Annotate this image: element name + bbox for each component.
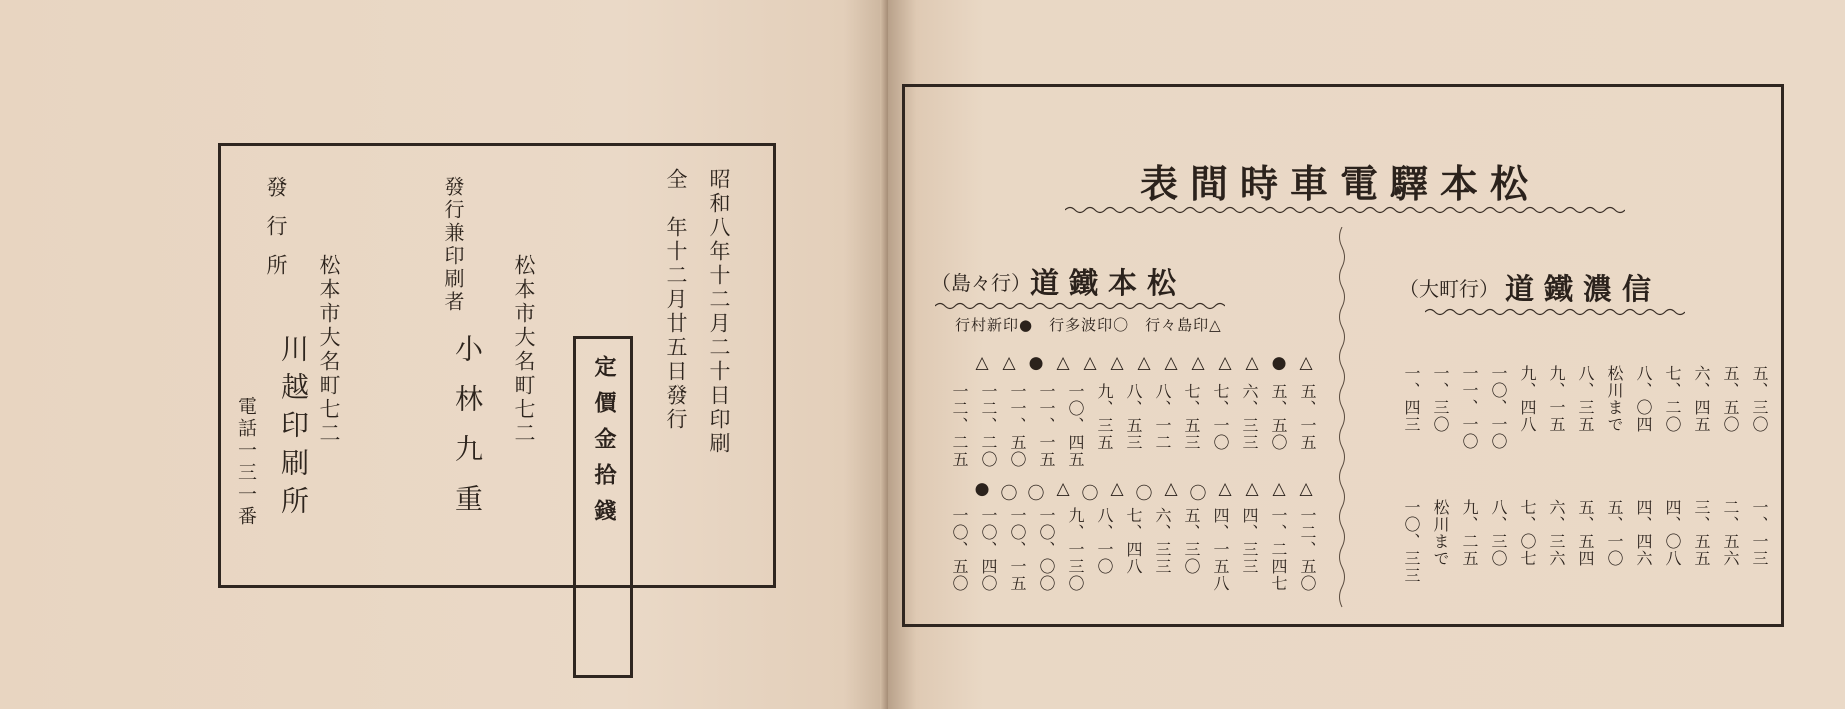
departure-time: 一〇、一〇 [1489, 365, 1508, 450]
train-mark: △ [1191, 353, 1205, 373]
departure-time: 一、二四七 [1269, 507, 1288, 592]
departure-time: 一〇、五〇 [950, 507, 969, 592]
departure-time: 八、一〇 [1095, 507, 1114, 575]
departure-time: 五、五〇 [1721, 365, 1740, 433]
left-page [0, 0, 888, 709]
price-box [573, 336, 633, 678]
departure-time: 四、〇八 [1663, 499, 1682, 567]
title-wavy-rule [1065, 205, 1625, 215]
matsumoto-name: 松本鐵道 [1030, 266, 1187, 300]
train-mark: △ [1245, 479, 1259, 499]
departure-time: 一〇、〇〇 [1037, 507, 1056, 592]
departure-time: 六、三三 [1153, 507, 1172, 575]
office-name: 川越印刷所 [277, 334, 310, 524]
train-mark: △ [975, 353, 989, 373]
train-mark: △ [1083, 353, 1097, 373]
departure-time: 四、四六 [1634, 499, 1653, 567]
matsumoto-marks-top [935, 353, 1315, 373]
matsumoto-times-bottom [935, 507, 1315, 592]
departure-time: 一一、一〇 [1460, 365, 1479, 450]
departure-time: 八、三五 [1576, 365, 1595, 433]
train-mark: 〇 [1027, 484, 1045, 504]
matsumoto-times-top [935, 383, 1315, 468]
matsumoto-legend: △印島々行 〇印波多行 ●印新村行 [955, 316, 1222, 334]
departure-time: 一、三〇 [1431, 365, 1450, 433]
train-mark: △ [1164, 479, 1178, 499]
train-mark: △ [1272, 479, 1286, 499]
departure-time: 五、一〇 [1605, 499, 1624, 567]
departure-time: 四、三三 [1240, 507, 1259, 575]
print-date: 昭和八年十二月二十日印刷 [707, 168, 731, 456]
departure-time: 七、五三 [1182, 383, 1201, 451]
departure-time: 六、三六 [1547, 499, 1566, 567]
timetable-box [902, 84, 1784, 627]
departure-time: 九、一五 [1547, 365, 1566, 433]
departure-time: 一〇、四〇 [979, 507, 998, 592]
train-mark: △ [1137, 353, 1151, 373]
train-mark: △ [1299, 479, 1313, 499]
departure-time: 六、三三 [1240, 383, 1259, 451]
departure-time: 九、四八 [1518, 365, 1537, 433]
publisher-label: 發行兼印刷者 [441, 176, 465, 314]
train-mark: ● [1271, 353, 1287, 373]
departure-time: 一二、五〇 [1298, 507, 1317, 592]
publisher-name: 小林九重 [451, 334, 484, 534]
departure-time: 五、五〇 [1269, 383, 1288, 451]
price: 定價金拾錢 [591, 355, 617, 535]
departure-time: 八、五三 [1124, 383, 1143, 451]
train-mark: △ [1110, 353, 1124, 373]
departure-time: 一一、五〇 [1008, 383, 1027, 468]
train-mark: △ [1056, 353, 1070, 373]
train-mark: △ [1218, 479, 1232, 499]
right-page [888, 0, 1845, 709]
departure-time: 五、五四 [1576, 499, 1595, 567]
shinano-times-bottom [1367, 499, 1767, 584]
departure-time: 五、三〇 [1182, 507, 1201, 575]
matsumoto-direction: （島々行） [931, 271, 1031, 295]
departure-time: 二、五六 [1721, 499, 1740, 567]
departure-time: 八、一二 [1153, 383, 1172, 451]
departure-time: 七、〇七 [1518, 499, 1537, 567]
train-mark: △ [1056, 479, 1070, 499]
train-mark: ● [1028, 353, 1044, 373]
train-mark: 〇 [1000, 484, 1018, 504]
departure-time: 七、二〇 [1663, 365, 1682, 433]
departure-time: 一〇、三三 [1402, 499, 1421, 584]
train-mark: △ [1245, 353, 1259, 373]
office-phone: 電話一三一番 [235, 396, 257, 528]
section-divider [1335, 227, 1349, 617]
departure-time: 三、五五 [1692, 499, 1711, 567]
timetable-title: 松本驛電車時間表 [1139, 161, 1540, 206]
train-mark: △ [1164, 353, 1178, 373]
departure-time: 五、三〇 [1750, 365, 1769, 433]
departure-time: 四、一五八 [1211, 507, 1230, 592]
train-mark: ● [974, 479, 990, 499]
shinano-direction: （大町行） [1399, 277, 1499, 301]
shinano-wavy-rule [1425, 307, 1685, 317]
departure-time: 八、〇四 [1634, 365, 1653, 433]
matsumoto-marks-bottom [935, 479, 1315, 504]
departure-time: 一〇、四五 [1066, 383, 1085, 468]
train-mark: △ [1299, 353, 1313, 373]
office-label: 發行所 [264, 176, 288, 293]
departure-time: 九、一三〇 [1066, 507, 1085, 592]
departure-time: 七、四八 [1124, 507, 1143, 575]
departure-time: 一、四三 [1402, 365, 1421, 433]
departure-time: 一一、一五 [1037, 383, 1056, 468]
departure-time: 六、四五 [1692, 365, 1711, 433]
departure-time: 九、二五 [1460, 499, 1479, 567]
departure-time: 一二、二〇 [979, 383, 998, 468]
train-mark: △ [1110, 479, 1124, 499]
matsumoto-wavy-rule [935, 301, 1225, 311]
train-mark: △ [1218, 353, 1232, 373]
colophon-box [218, 143, 776, 588]
issue-date: 全 年十二月廿五日發行 [664, 168, 688, 432]
shinano-times-top [1367, 365, 1767, 450]
train-mark: 〇 [1081, 484, 1099, 504]
departure-time: 一、一三 [1750, 499, 1769, 567]
publisher-address: 松本市大名町七二 [512, 254, 536, 446]
train-mark: 〇 [1135, 484, 1153, 504]
departure-time: 一二、二五 [950, 383, 969, 468]
departure-time: 九、三五 [1095, 383, 1114, 451]
shinano-name: 信濃鐵道 [1505, 272, 1662, 306]
train-mark: 〇 [1189, 484, 1207, 504]
train-mark: △ [1002, 353, 1016, 373]
departure-time: 七、一〇 [1211, 383, 1230, 451]
departure-time: 五、一五 [1298, 383, 1317, 451]
departure-time: 松川まで [1431, 499, 1450, 567]
departure-time: 一〇、一五 [1008, 507, 1027, 592]
departure-time: 八、三〇 [1489, 499, 1508, 567]
office-address: 松本市大名町七二 [317, 254, 341, 446]
departure-time: 松川まで [1605, 365, 1624, 433]
